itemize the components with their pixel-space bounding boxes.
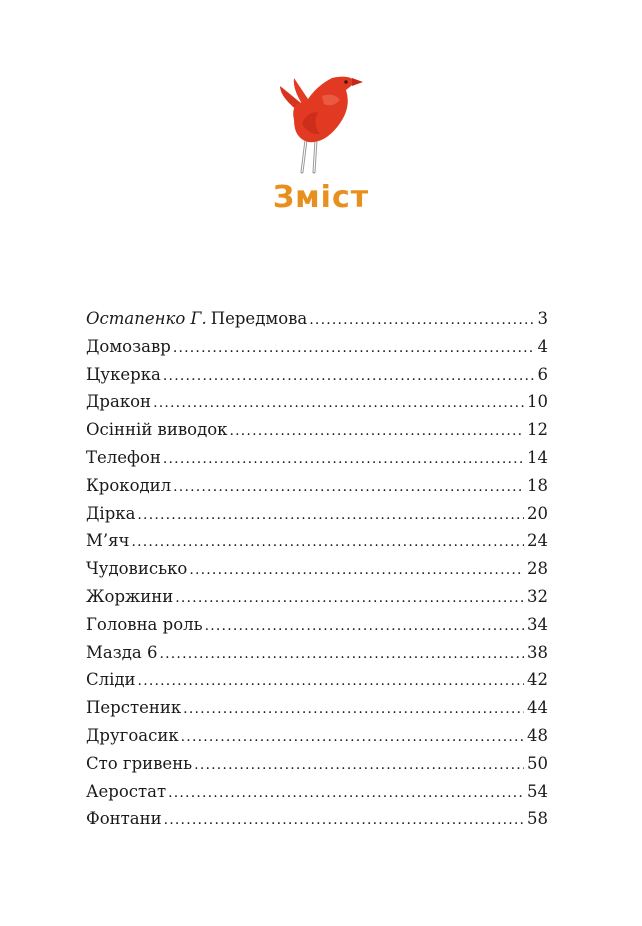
dot-leader xyxy=(137,502,524,530)
dot-leader xyxy=(309,307,534,335)
toc-entry xyxy=(86,694,548,722)
toc-entry xyxy=(86,527,548,555)
dot-leader xyxy=(175,585,524,613)
toc-page-number: 50 xyxy=(527,753,548,773)
dot-leader xyxy=(194,752,524,780)
toc-entry-title: М’яч xyxy=(86,531,130,551)
page-title: Зміст xyxy=(272,180,370,215)
dot-leader xyxy=(205,613,524,641)
toc-page-number: 3 xyxy=(537,309,548,328)
toc-entry-title: Другоасик xyxy=(86,725,179,745)
toc-entry-title: Перстеник xyxy=(86,698,182,718)
toc-entry-title: Цукерка xyxy=(86,364,161,384)
toc-page-number: 10 xyxy=(527,392,548,412)
toc-entry xyxy=(86,500,548,528)
toc-entry-title: Осінній виводок xyxy=(86,420,228,440)
toc-entry-title: Мазда 6 xyxy=(86,642,158,662)
toc-entry xyxy=(86,472,548,500)
dot-leader xyxy=(189,557,524,585)
dot-leader xyxy=(173,335,535,363)
toc-entry-title: Головна роль xyxy=(86,614,203,634)
table-of-contents xyxy=(86,305,548,833)
toc-entry xyxy=(86,361,548,389)
toc-page-number: 14 xyxy=(527,447,548,467)
toc-entry-title: Дракон xyxy=(86,392,152,412)
toc-page-number: 48 xyxy=(527,725,548,745)
dot-leader xyxy=(229,418,524,446)
dot-leader xyxy=(159,641,524,669)
toc-page-number: 34 xyxy=(527,614,548,634)
toc-page-number: 54 xyxy=(527,781,548,801)
toc-page-number: 42 xyxy=(527,670,548,690)
toc-entry-title: Жоржини xyxy=(86,586,174,606)
toc-page-number: 20 xyxy=(527,503,548,523)
toc-entry xyxy=(86,444,548,472)
dot-leader xyxy=(168,780,524,808)
toc-entry xyxy=(86,388,548,416)
toc-entry-title: Чудовисько xyxy=(86,559,188,579)
toc-page-number: 18 xyxy=(527,475,548,495)
dot-leader xyxy=(173,474,524,502)
toc-entry-title: Аеростат xyxy=(86,781,167,801)
toc-entry-title: Домозавр xyxy=(86,336,171,356)
toc-entry-author: Остапенко Г. xyxy=(86,309,207,328)
toc-entry-title: Фонтани xyxy=(86,809,162,829)
toc-entry-title: Дірка xyxy=(86,503,136,523)
toc-entry xyxy=(86,555,548,583)
toc-entry xyxy=(86,750,548,778)
toc-entry xyxy=(86,722,548,750)
toc-entry xyxy=(86,305,548,333)
dot-leader xyxy=(153,390,524,418)
toc-entry xyxy=(86,333,548,361)
toc-entry-title: Крокодил xyxy=(86,475,172,495)
toc-page-number: 24 xyxy=(527,531,548,551)
dot-leader xyxy=(183,696,524,724)
toc-entry xyxy=(86,778,548,806)
toc-entry xyxy=(86,666,548,694)
dot-leader xyxy=(164,807,524,835)
toc-page-number: 38 xyxy=(527,642,548,662)
dot-leader xyxy=(131,529,524,557)
toc-entry xyxy=(86,583,548,611)
toc-page-number: 4 xyxy=(537,336,548,356)
toc-page-number: 28 xyxy=(527,559,548,579)
toc-entry-title: Сто гривень xyxy=(86,753,193,773)
toc-entry xyxy=(86,639,548,667)
dot-leader xyxy=(138,668,524,696)
toc-entry-title: Телефон xyxy=(86,447,161,467)
toc-page-number: 44 xyxy=(527,698,548,718)
toc-entry xyxy=(86,611,548,639)
dot-leader xyxy=(163,446,524,474)
toc-entry-title: Остапенко Г. Передмова xyxy=(86,309,308,328)
toc-page-number: 6 xyxy=(537,364,548,384)
toc-page-number: 32 xyxy=(527,586,548,606)
dot-leader xyxy=(181,724,524,752)
toc-page-number: 12 xyxy=(527,420,548,440)
red-bird-icon xyxy=(272,68,364,178)
toc-page-number: 58 xyxy=(527,809,548,829)
toc-entry xyxy=(86,416,548,444)
dot-leader xyxy=(163,363,535,391)
toc-entry-title: Сліди xyxy=(86,670,136,690)
toc-entry xyxy=(86,805,548,833)
